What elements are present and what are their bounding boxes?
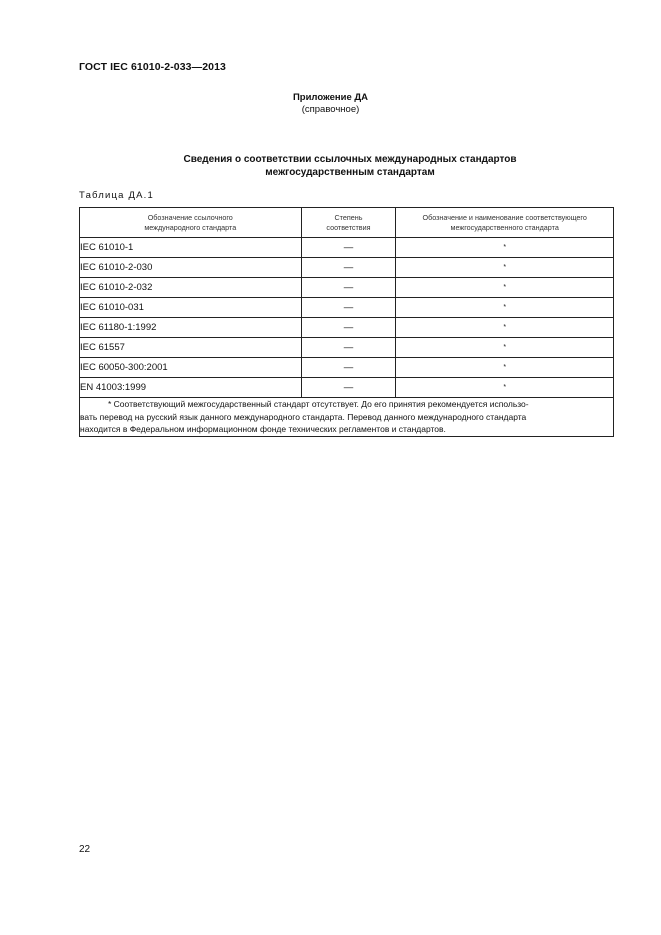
correspondence-table <box>79 207 614 437</box>
cell-degree: — <box>301 298 396 318</box>
page-number: 22 <box>79 844 91 855</box>
table-footnote-row <box>80 398 614 437</box>
table-row <box>80 258 614 278</box>
header-interstate-standard-line2: межгосударственного стандарта <box>450 222 559 232</box>
header-reference-standard <box>80 208 302 238</box>
header-interstate-standard-line1: Обозначение и наименование соответствующего <box>422 212 587 222</box>
table-row <box>80 338 614 358</box>
cell-degree: — <box>301 318 396 338</box>
table-header-row <box>80 208 614 238</box>
table-row <box>80 238 614 258</box>
header-reference-standard-line2: международного стандарта <box>144 222 237 232</box>
table-row <box>80 278 614 298</box>
section-title <box>0 153 661 179</box>
document-code: ГОСТ IEC 61010-2-033—2013 <box>79 61 226 73</box>
cell-degree: — <box>301 358 396 378</box>
section-title-line2: межгосударственным стандартам <box>265 167 435 178</box>
table-footnote <box>80 398 614 437</box>
table-row <box>80 378 614 398</box>
cell-interstate: * <box>396 318 614 338</box>
cell-degree: — <box>301 238 396 258</box>
cell-standard: IEC 61010-031 <box>80 298 302 318</box>
cell-standard: IEC 61010-1 <box>80 238 302 258</box>
cell-degree: — <box>301 338 396 358</box>
cell-standard: IEC 60050-300:2001 <box>80 358 302 378</box>
section-title-line1: Сведения о соответствии ссылочных международных стандартов <box>183 154 517 165</box>
cell-interstate: * <box>396 298 614 318</box>
table-row <box>80 358 614 378</box>
footnote-line3: находится в Федеральном информационном фонде технических регламентов и стандартов. <box>80 424 446 434</box>
cell-degree: — <box>301 258 396 278</box>
cell-interstate: * <box>396 378 614 398</box>
table-row <box>80 318 614 338</box>
cell-standard: IEC 61180-1:1992 <box>80 318 302 338</box>
cell-standard: IEC 61010-2-030 <box>80 258 302 278</box>
appendix-title: Приложение ДА <box>292 92 369 103</box>
cell-standard: IEC 61557 <box>80 338 302 358</box>
cell-interstate: * <box>396 338 614 358</box>
cell-standard: EN 41003:1999 <box>80 378 302 398</box>
header-degree-line1: Степень <box>334 212 363 222</box>
header-interstate-standard <box>396 208 614 238</box>
table-row <box>80 298 614 318</box>
footnote-line2: вать перевод на русский язык данного международного стандарта. Перевод данного международного стандарта <box>80 411 527 422</box>
appendix-subtitle: (справочное) <box>301 104 360 115</box>
header-degree-line2: соответствия <box>326 222 371 232</box>
cell-degree: — <box>301 378 396 398</box>
table-caption: Таблица ДА.1 <box>79 190 154 201</box>
cell-interstate: * <box>396 238 614 258</box>
cell-interstate: * <box>396 278 614 298</box>
appendix-heading <box>0 92 661 116</box>
header-degree <box>301 208 396 238</box>
cell-standard: IEC 61010-2-032 <box>80 278 302 298</box>
cell-interstate: * <box>396 358 614 378</box>
header-reference-standard-line1: Обозначение ссылочного <box>147 212 233 222</box>
footnote-line1: * Соответствующий межгосударственный стандарт отсутствует. До его принятия рекомендуется использо- <box>108 399 529 409</box>
cell-degree: — <box>301 278 396 298</box>
cell-interstate: * <box>396 258 614 278</box>
